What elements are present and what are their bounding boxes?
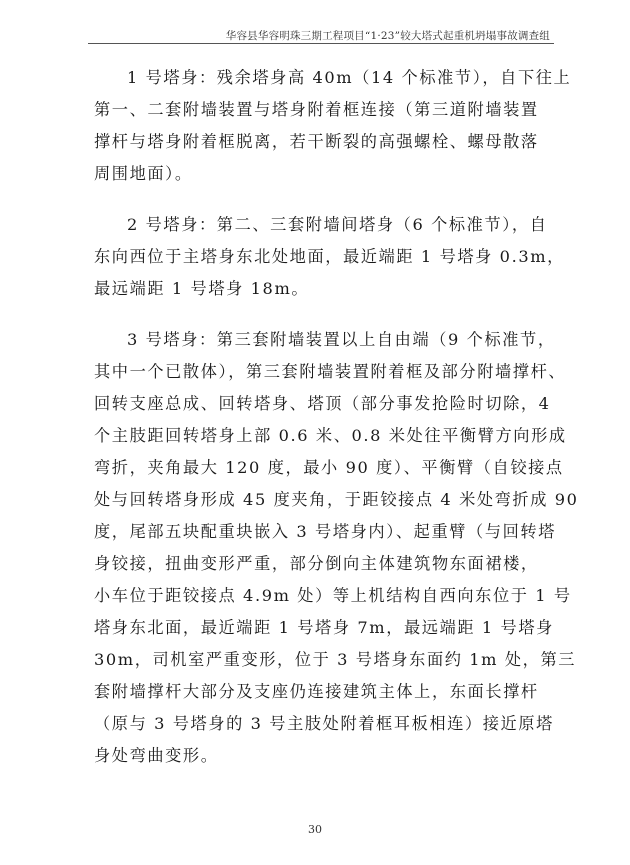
text-line: 回转支座总成、回转塔身、塔顶（部分事发抢险时切除，4 bbox=[94, 394, 551, 413]
document-body bbox=[94, 62, 579, 791]
header-divider bbox=[88, 43, 554, 44]
header-title: 华容县华容明珠三期工程项目“1·23”较大塔式起重机坍塌事故调查组 bbox=[225, 30, 550, 42]
text-line: 3 号塔身：第三套附墙装置以上自由端（9 个标准节， bbox=[127, 330, 556, 349]
text-line: 度，尾部五块配重块嵌入 3 号塔身内）、起重臂（与回转塔 bbox=[94, 522, 556, 541]
text-line: 套附墙撑杆大部分及支座仍连接建筑主体上，东面长撑杆 bbox=[94, 682, 539, 701]
text-line: 周围地面）。 bbox=[94, 164, 193, 183]
text-line: 身处弯曲变形。 bbox=[94, 746, 219, 765]
text-line: 第一、二套附墙装置与塔身附着框连接（第三道附墙装置 bbox=[94, 100, 539, 119]
paragraph-tower-2 bbox=[94, 209, 565, 305]
paragraph-tower-3 bbox=[94, 324, 579, 772]
text-line: 1 号塔身：残余塔身高 40m（14 个标准节），自下往上 bbox=[127, 68, 572, 87]
text-line: （原与 3 号塔身的 3 号主肢处附着框耳板相连）接近原塔 bbox=[94, 714, 554, 733]
text-line: 弯折，夹角最大 120 度，最小 90 度）、平衡臂（自铰接点 bbox=[94, 458, 564, 477]
text-line: 处与回转塔身形成 45 度夹角，于距铰接点 4 米处弯折成 90 bbox=[94, 490, 579, 509]
text-line: 其中一个已散体），第三套附墙装置附着框及部分附墙撑杆、 bbox=[94, 362, 567, 381]
text-line: 2 号塔身：第二、三套附墙间塔身（6 个标准节），自 bbox=[127, 215, 548, 234]
page-header bbox=[0, 0, 630, 44]
text-line: 小车位于距铰接点 4.9m 处）等上机结构自西向东位于 1 号 bbox=[94, 586, 572, 605]
page-number: 30 bbox=[308, 823, 322, 836]
text-line: 最远端距 1 号塔身 18m。 bbox=[94, 279, 310, 298]
text-line: 身铰接，扭曲变形严重，部分倒向主体建筑物东面裙楼， bbox=[94, 554, 539, 573]
text-line: 个主肢距回转塔身上部 0.6 米、0.8 米处往平衡臂方向形成 bbox=[94, 426, 567, 445]
text-line: 30m，司机室严重变形，位于 3 号塔身东面约 1m 处，第三 bbox=[94, 650, 577, 669]
text-line: 东向西位于主塔身东北处地面，最近端距 1 号塔身 0.3m， bbox=[94, 247, 565, 266]
paragraph-tower-1 bbox=[94, 62, 572, 190]
text-line: 撑杆与塔身附着框脱离，若干断裂的高强螺栓、螺母散落 bbox=[94, 132, 539, 151]
text-line: 塔身东北面，最近端距 1 号塔身 7m，最远端距 1 号塔身 bbox=[94, 618, 554, 637]
